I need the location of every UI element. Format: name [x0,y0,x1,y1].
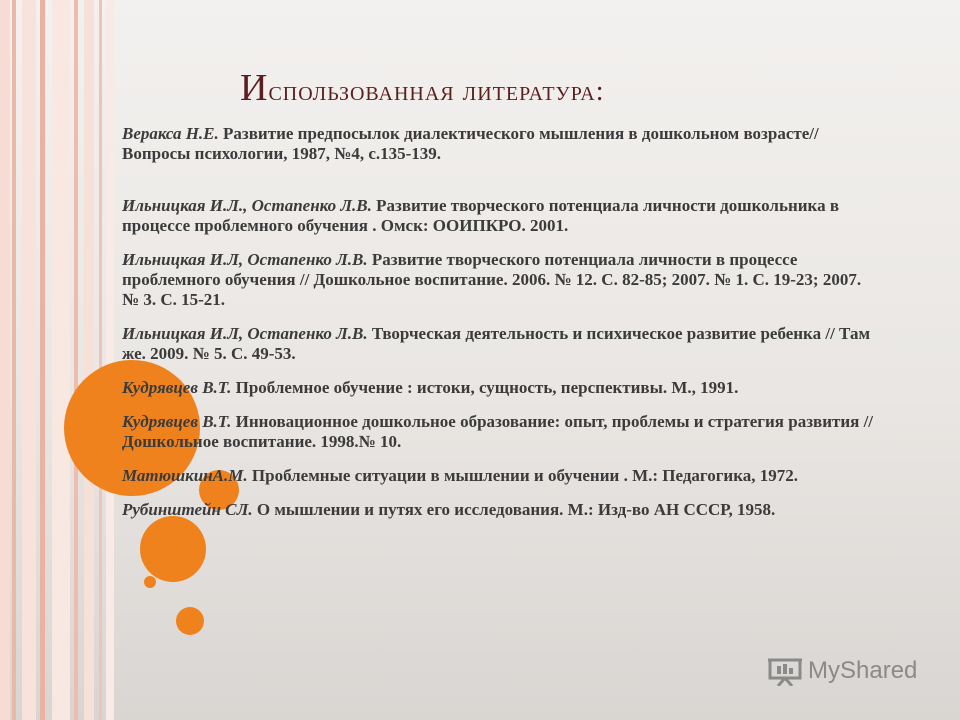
reference-author: Кудрявцев В.Т. [122,378,232,397]
reference-text: Развитие творческого потенциала личности в процессе проблемного обучения // Дошкольное воспитание. 2006. № 12. С. 82-85; 2007. № 1. С. 19-23; 2007. № 3. С. 15-21. [122,250,862,309]
reference-text: О мышлении и путях его исследования. М.: Изд-во АН СССР, 1958. [252,500,776,519]
reference-item [122,500,882,520]
reference-author: Веракса Н.Е. [122,124,219,143]
stripe [12,0,16,720]
stripe [84,0,94,720]
presentation-board-icon [768,656,802,686]
stripe [106,0,114,720]
reference-text: Творческая деятельность и психическое развитие ребенка // Там же. 2009. № 5. С. 49-53. [122,324,871,363]
reference-text: Развитие предпосылок диалектического мышления в дошкольном возрасте// Вопросы психологии, 1987, №4, с.135-139. [122,124,819,163]
stripe [74,0,78,720]
reference-text: Развитие творческого потенциала личности дошкольника в процессе проблемного обучения . Омск: ООИПКРО. 2001. [122,196,840,235]
reference-author: Ильницкая И.Л, Остапенко Л.В. [122,324,368,343]
stripe [52,0,70,720]
reference-author: Рубинштейн СЛ. [122,500,253,519]
slide-title: Использованная литература: [240,67,605,109]
reference-item [122,196,882,236]
reference-item [122,378,882,398]
stripe [99,0,102,720]
stripe [0,0,10,720]
reference-item [122,324,882,364]
watermark-text: MyShared [808,657,918,684]
reference-item [122,124,882,164]
reference-item [122,466,882,486]
reference-author: Ильницкая И.Л., Остапенко Л.В. [122,196,372,215]
small-orange-dot [144,576,156,588]
reference-text: Проблемное обучение : истоки, сущность, перспективы. М., 1991. [231,378,739,397]
stripe [22,0,36,720]
reference-author: МатюшкинА.М. [122,466,248,485]
myshared-watermark [768,656,917,686]
small-orange-circle [176,607,204,635]
reference-item [122,250,882,310]
reference-list [122,124,882,534]
reference-text: Проблемные ситуации в мышлении и обучении . М.: Педагогика, 1972. [247,466,799,485]
stripe [40,0,45,720]
decorative-stripes [0,0,120,720]
reference-text: Инновационное дошкольное образование: опыт, проблемы и стратегия развития // Дошкольное воспитание. 1998.№ 10. [122,412,874,451]
reference-author: Кудрявцев В.Т. [122,412,232,431]
reference-author: Ильницкая И.Л, Остапенко Л.В. [122,250,368,269]
reference-item [122,412,882,452]
